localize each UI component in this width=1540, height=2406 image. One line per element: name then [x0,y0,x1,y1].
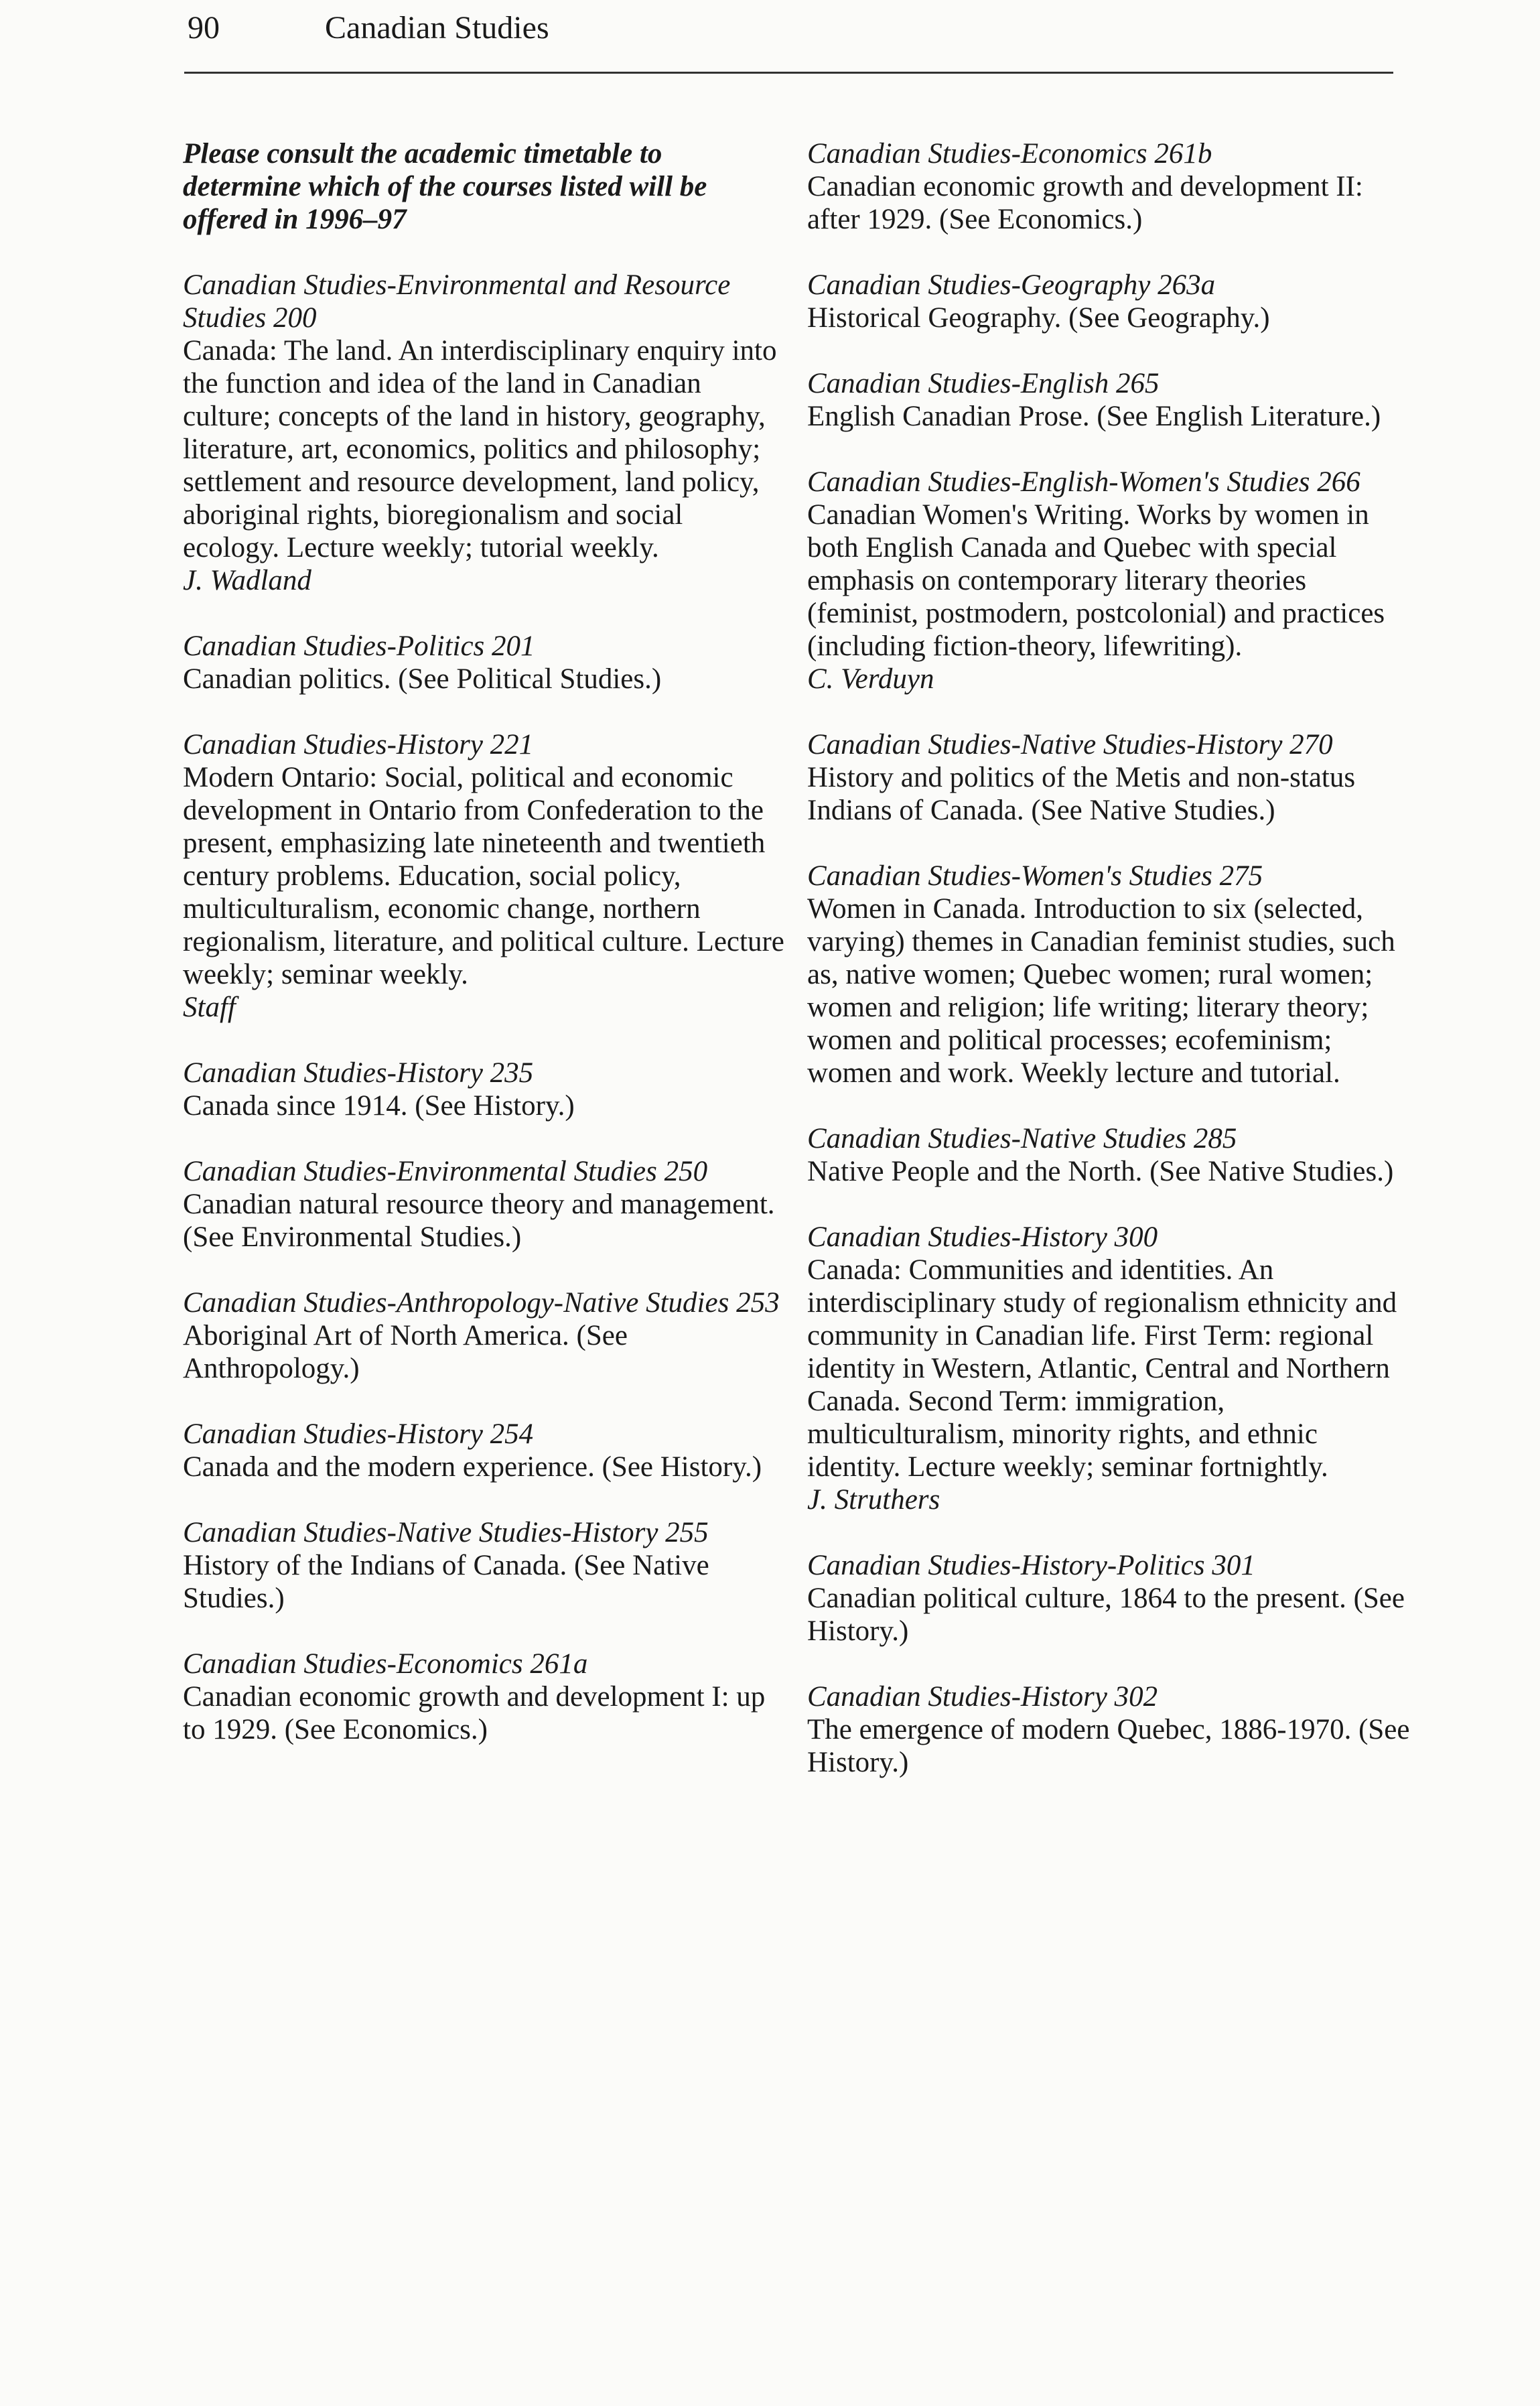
right-course-list [807,137,1410,1779]
course-entry [807,137,1410,236]
course-title: Canadian Studies-Women's Studies 275 [807,860,1263,892]
course-title: Canadian Studies-History 302 [807,1681,1158,1713]
course-description: Canadian natural resource theory and management. (See Environmental Studies.) [183,1189,775,1253]
page-number: 90 [188,10,220,46]
course-entry [183,1648,786,1746]
course-description: Canada: Communities and identities. An interdisciplinary study of regionalism ethnicity and community in Canadian life. First Term: regional identity in Western, Atlantic, Central and Northern Canada. Second Term: immigration, multiculturalism, minority rights, and ethnic identity. Lecture weekly; seminar fortnightly. [807,1254,1397,1483]
course-title: Canadian Studies-Anthropology-Native Studies 253 [183,1287,780,1319]
course-description: Native People and the North. (See Native Studies.) [807,1156,1394,1187]
course-description: Canada since 1914. (See History.) [183,1090,575,1122]
course-description: Modern Ontario: Social, political and economic development in Ontario from Confederation to the present, emphasizing late nineteenth and twentieth century problems. Education, social policy, multiculturalism, economic change, northern regionalism, literature, and political culture. Lecture weekly; seminar weekly. [183,762,784,990]
course-title: Canadian Studies-History 300 [807,1221,1158,1253]
course-entry [807,1549,1410,1648]
course-entry [183,630,786,695]
course-title: Canadian Studies-History 221 [183,729,534,760]
course-description: Canada and the modern experience. (See History.) [183,1451,762,1483]
course-title: Canadian Studies-Native Studies 285 [807,1123,1237,1154]
course-title: Canadian Studies-Native Studies-History 255 [183,1517,709,1548]
course-entry [183,1516,786,1615]
course-title: Canadian Studies-English-Women's Studies 266 [807,466,1360,498]
course-description: Canadian economic growth and development II: after 1929. (See Economics.) [807,171,1363,235]
course-title: Canadian Studies-Economics 261a [183,1648,588,1680]
course-entry [183,269,786,597]
course-entry [807,728,1410,827]
course-entry [807,1122,1410,1188]
course-description: Canada: The land. An interdisciplinary enquiry into the function and idea of the land in Canadian culture; concepts of the land in history, geography, literature, art, economics, politics and philosophy; settlement and resource development, land policy, aboriginal rights, bioregionalism and social ecology. Lecture weekly; tutorial weekly. [183,335,777,563]
timetable-notice: Please consult the academic timetable to determine which of the courses listed will be offered in 1996–97 [183,138,707,235]
course-entry [807,1221,1410,1516]
course-entry [807,269,1410,334]
course-instructor: C. Verduyn [807,663,934,695]
right-column [807,137,1410,1812]
course-entry [807,860,1410,1089]
course-description: Canadian economic growth and development I: up to 1929. (See Economics.) [183,1681,766,1745]
course-title: Canadian Studies-History 254 [183,1418,534,1450]
course-entry [183,1155,786,1254]
course-description: Canadian political culture, 1864 to the present. (See History.) [807,1583,1405,1647]
left-course-list [183,269,786,1746]
page-header [188,4,549,52]
course-description: The emergence of modern Quebec, 1886-1970. (See History.) [807,1714,1410,1778]
course-description: Historical Geography. (See Geography.) [807,302,1270,334]
course-description: English Canadian Prose. (See English Literature.) [807,401,1381,432]
course-instructor: J. Wadland [183,565,311,596]
course-description: Women in Canada. Introduction to six (selected, varying) themes in Canadian feminist studies, such as, native women; Quebec women; rural women; women and religion; life writing; literary theory; women and political processes; ecofeminism; women and work. Weekly lecture and tutorial. [807,893,1395,1089]
course-title: Canadian Studies-History 235 [183,1057,534,1089]
course-entry [807,1680,1410,1779]
left-column [183,137,786,1779]
course-title: Canadian Studies-Politics 201 [183,630,535,662]
section-title: Canadian Studies [325,10,549,46]
course-description: History of the Indians of Canada. (See Native Studies.) [183,1550,709,1614]
course-title: Canadian Studies-History-Politics 301 [807,1550,1255,1581]
course-description: History and politics of the Metis and non-status Indians of Canada. (See Native Studies.) [807,762,1356,826]
course-description: Canadian politics. (See Political Studies.) [183,663,662,695]
course-title: Canadian Studies-Native Studies-History 270 [807,729,1333,760]
course-title: Canadian Studies-Environmental and Resource Studies 200 [183,269,731,334]
course-title: Canadian Studies-Geography 263a [807,269,1216,301]
header-rule [184,72,1393,74]
course-entry [807,466,1410,695]
course-entry [807,367,1410,433]
course-entry [183,728,786,1024]
course-title: Canadian Studies-English 265 [807,368,1160,399]
course-entry [183,1286,786,1385]
course-instructor: J. Struthers [807,1484,940,1516]
course-description: Aboriginal Art of North America. (See Anthropology.) [183,1320,628,1384]
course-title: Canadian Studies-Environmental Studies 250 [183,1156,708,1187]
course-entry [183,1057,786,1122]
course-entry [183,1418,786,1483]
course-description: Canadian Women's Writing. Works by women in both English Canada and Quebec with special emphasis on contemporary literary theories (feminist, postmodern, postcolonial) and practices (including fiction-theory, lifewriting). [807,499,1385,662]
course-title: Canadian Studies-Economics 261b [807,138,1212,170]
course-instructor: Staff [183,992,236,1023]
